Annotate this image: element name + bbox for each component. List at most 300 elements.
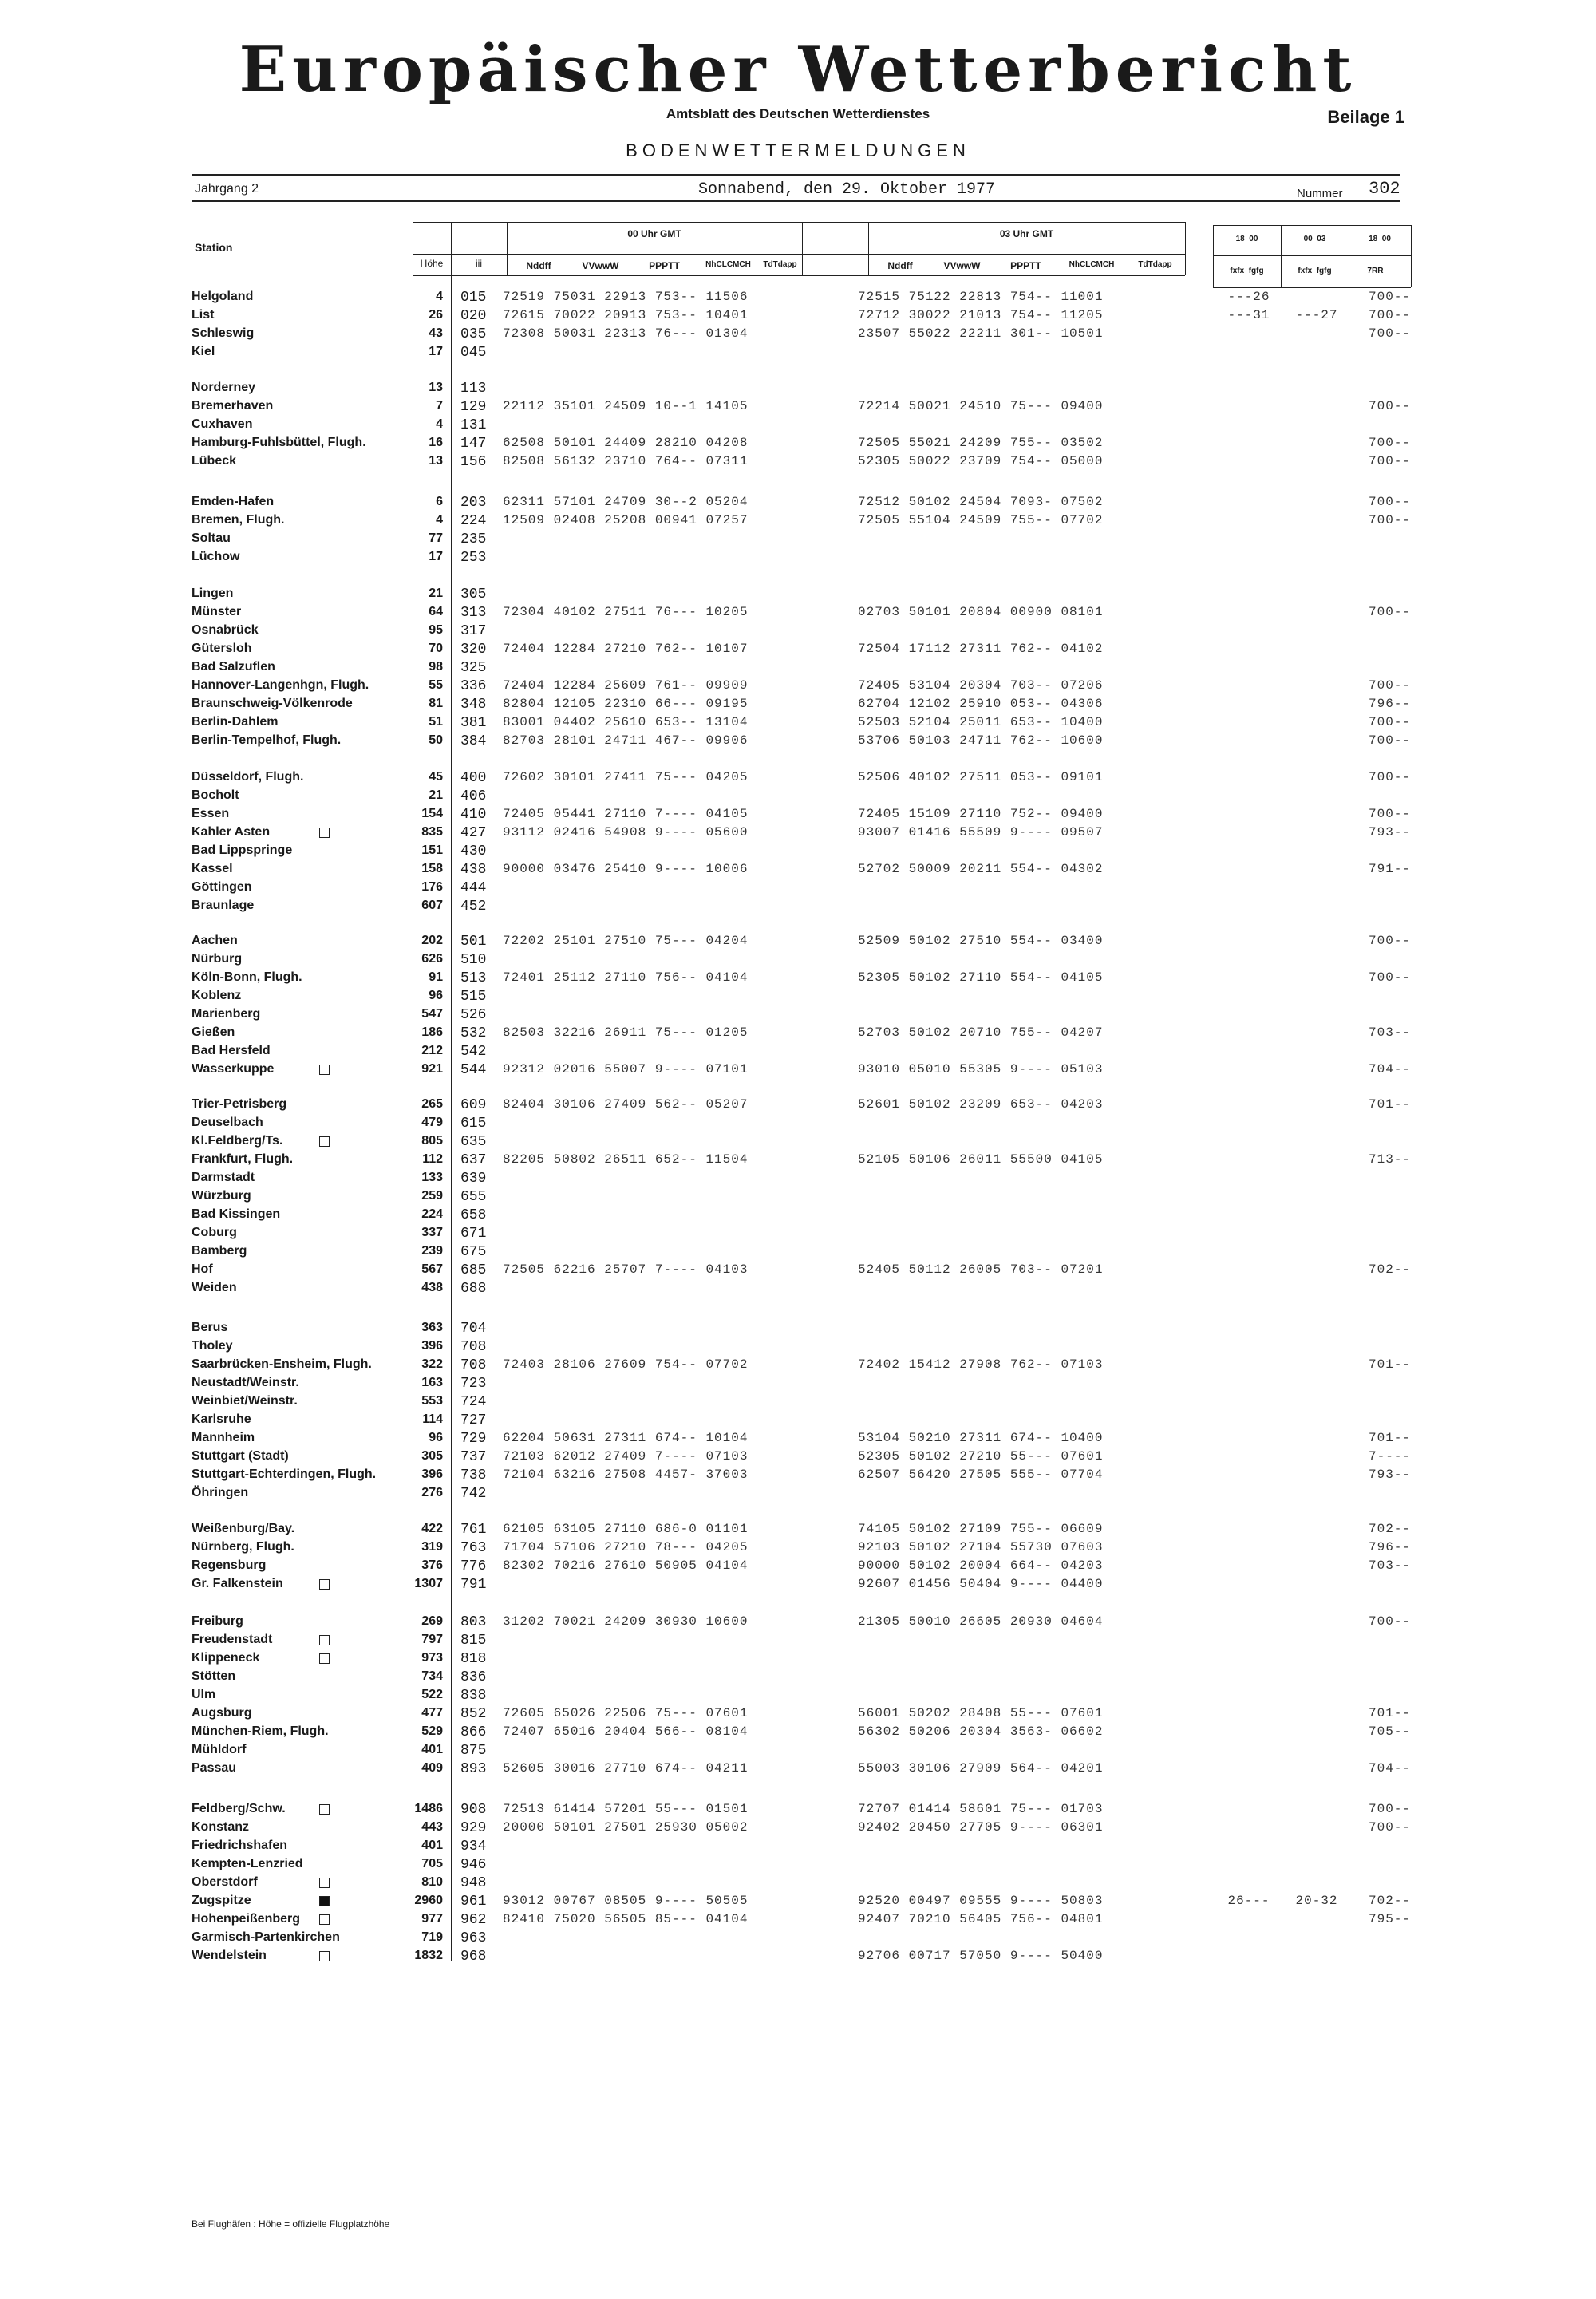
precip-18-00: 703-- — [1368, 1558, 1411, 1573]
obs-03-gmt: 72405 15109 27110 752-- 09400 — [858, 807, 1104, 821]
number-value: 302 — [1369, 179, 1400, 199]
precip-18-00: 700-- — [1368, 308, 1411, 322]
col-03-dewpoint: TdTdapp — [1138, 260, 1172, 269]
station-name: Kiel — [192, 345, 215, 358]
obs-00-gmt: 62311 57101 24709 30--2 05204 — [503, 495, 749, 509]
table-row — [0, 587, 1596, 605]
obs-00-gmt: 72403 28106 27609 754-- 07702 — [503, 1357, 749, 1372]
station-height: 396 — [421, 1467, 443, 1481]
station-index: 738 — [460, 1467, 487, 1483]
mountain-station-marker — [319, 1065, 330, 1075]
station-height: 438 — [421, 1281, 443, 1294]
obs-00-gmt: 83001 04402 25610 653-- 13104 — [503, 715, 749, 729]
station-height: 16 — [429, 436, 443, 449]
table-row — [0, 1688, 1596, 1706]
station-index: 501 — [460, 934, 487, 950]
table-row — [0, 825, 1596, 843]
station-height: 4 — [436, 417, 443, 431]
station-index: 156 — [460, 454, 487, 470]
station-index: 852 — [460, 1706, 487, 1722]
table-row — [0, 623, 1596, 642]
station-name: Oberstdorf — [192, 1875, 258, 1889]
station-index: 948 — [460, 1875, 487, 1891]
station-height: 96 — [429, 989, 443, 1002]
station-name: Aachen — [192, 934, 238, 947]
obs-03-gmt: 55003 30106 27909 564-- 04201 — [858, 1761, 1104, 1776]
obs-03-gmt: 92520 00497 09555 9---- 50803 — [858, 1894, 1104, 1908]
station-height: 212 — [421, 1044, 443, 1057]
station-index: 637 — [460, 1152, 487, 1168]
table-row — [0, 1651, 1596, 1669]
station-height: 422 — [421, 1522, 443, 1535]
station-index: 203 — [460, 495, 487, 511]
station-index: 305 — [460, 587, 487, 602]
obs-00-gmt: 72605 65026 22506 75--- 07601 — [503, 1706, 749, 1720]
mountain-station-marker — [319, 1136, 330, 1147]
table-row — [0, 326, 1596, 345]
obs-00-gmt: 71704 57106 27210 78--- 04205 — [503, 1540, 749, 1554]
station-height: 133 — [421, 1171, 443, 1184]
precip-18-00: 701-- — [1368, 1357, 1411, 1372]
station-name: Feldberg/Schw. — [192, 1802, 286, 1815]
station-index: 113 — [460, 381, 487, 397]
obs-00-gmt: 82404 30106 27409 562-- 05207 — [503, 1097, 749, 1112]
table-row — [0, 495, 1596, 513]
obs-00-gmt: 62105 63105 27110 686-0 01101 — [503, 1522, 749, 1536]
station-height: 626 — [421, 952, 443, 966]
station-index: 427 — [460, 825, 487, 841]
obs-03-gmt: 52703 50102 20710 755-- 04207 — [858, 1025, 1104, 1040]
station-height: 55 — [429, 678, 443, 692]
station-name: Karlsruhe — [192, 1412, 251, 1426]
station-height: 6 — [436, 495, 443, 508]
station-name: Augsburg — [192, 1706, 252, 1720]
table-row — [0, 1724, 1596, 1743]
station-height: 337 — [421, 1226, 443, 1239]
precip-18-00: 701-- — [1368, 1097, 1411, 1112]
col-precip-18-00: 18–00 — [1369, 235, 1391, 243]
station-height: 522 — [421, 1688, 443, 1701]
station-height: 553 — [421, 1394, 443, 1408]
station-index: 929 — [460, 1820, 487, 1836]
station-name: Bamberg — [192, 1244, 247, 1258]
station-name: Würzburg — [192, 1189, 251, 1203]
obs-03-gmt: 23507 55022 22211 301-- 10501 — [858, 326, 1104, 341]
station-height: 91 — [429, 970, 443, 984]
station-height: 21 — [429, 587, 443, 600]
station-index: 348 — [460, 697, 487, 713]
table-row — [0, 1431, 1596, 1449]
precip-18-00: 704-- — [1368, 1761, 1411, 1776]
obs-00-gmt: 93012 00767 08505 9---- 50505 — [503, 1894, 749, 1908]
station-height: 4 — [436, 513, 443, 527]
station-name: Köln-Bonn, Flugh. — [192, 970, 302, 984]
station-index: 513 — [460, 970, 487, 986]
station-index: 253 — [460, 550, 487, 566]
obs-03-gmt: 72712 30022 21013 754-- 11205 — [858, 308, 1104, 322]
station-name: Deuselbach — [192, 1116, 263, 1129]
station-height: 835 — [421, 825, 443, 839]
table-row — [0, 550, 1596, 568]
precip-18-00: 702-- — [1368, 1522, 1411, 1536]
table-row — [0, 1394, 1596, 1412]
station-height: 529 — [421, 1724, 443, 1738]
precip-18-00: 700-- — [1368, 715, 1411, 729]
station-height: 51 — [429, 715, 443, 729]
station-name: Göttingen — [192, 880, 252, 894]
station-index: 963 — [460, 1930, 487, 1946]
col-03-ppptt: PPPTT — [1010, 260, 1041, 271]
obs-00-gmt: 72505 62216 25707 7---- 04103 — [503, 1262, 749, 1277]
table-row — [0, 1857, 1596, 1875]
station-name: Trier-Petrisberg — [192, 1097, 287, 1111]
station-height: 259 — [421, 1189, 443, 1203]
station-height: 1307 — [414, 1577, 443, 1590]
station-index: 934 — [460, 1839, 487, 1855]
station-name: Bremen, Flugh. — [192, 513, 285, 527]
station-index: 430 — [460, 843, 487, 859]
mountain-station-marker — [319, 1653, 330, 1664]
station-height: 95 — [429, 623, 443, 637]
obs-03-gmt: 53706 50103 24711 762-- 10600 — [858, 733, 1104, 748]
station-index: 838 — [460, 1688, 487, 1704]
table-row — [0, 1152, 1596, 1171]
obs-03-gmt: 52601 50102 23209 653-- 04203 — [858, 1097, 1104, 1112]
table-row — [0, 1412, 1596, 1431]
table-row — [0, 1743, 1596, 1761]
gust-18-00: ---26 — [1227, 290, 1270, 304]
station-height: 547 — [421, 1007, 443, 1021]
table-row — [0, 880, 1596, 899]
station-name: Bad Kissingen — [192, 1207, 281, 1221]
station-height: 269 — [421, 1614, 443, 1628]
station-height: 567 — [421, 1262, 443, 1276]
table-row — [0, 436, 1596, 454]
station-name: Wasserkuppe — [192, 1062, 275, 1076]
station-index: 336 — [460, 678, 487, 694]
station-height: 50 — [429, 733, 443, 747]
precip-18-00: 700-- — [1368, 678, 1411, 693]
table-row — [0, 1262, 1596, 1281]
station-name: Lüchow — [192, 550, 240, 563]
station-index: 704 — [460, 1321, 487, 1337]
station-name: Nürburg — [192, 952, 243, 966]
station-name: Cuxhaven — [192, 417, 253, 431]
station-index: 737 — [460, 1449, 487, 1465]
station-height: 921 — [421, 1062, 443, 1076]
station-name: Lingen — [192, 587, 234, 600]
mountain-station-filled-marker — [319, 1896, 330, 1906]
precip-18-00: 705-- — [1368, 1724, 1411, 1739]
obs-00-gmt: 72404 12284 27210 762-- 10107 — [503, 642, 749, 656]
obs-00-gmt: 82302 70216 27610 50905 04104 — [503, 1558, 749, 1573]
station-height: 363 — [421, 1321, 443, 1334]
station-index: 542 — [460, 1044, 487, 1060]
table-row — [0, 1875, 1596, 1894]
station-height: 202 — [421, 934, 443, 947]
station-name: Öhringen — [192, 1486, 249, 1499]
obs-00-gmt: 72519 75031 22913 753-- 11506 — [503, 290, 749, 304]
table-row — [0, 454, 1596, 472]
station-height: 607 — [421, 899, 443, 912]
obs-03-gmt: 92407 70210 56405 756-- 04801 — [858, 1912, 1104, 1926]
table-row — [0, 1577, 1596, 1595]
station-name: Kahler Asten — [192, 825, 271, 839]
group-03-gmt: 03 Uhr GMT — [999, 228, 1054, 239]
station-height: 13 — [429, 454, 443, 468]
obs-00-gmt: 72304 40102 27511 76--- 10205 — [503, 605, 749, 619]
station-index: 384 — [460, 733, 487, 749]
station-name: Nürnberg, Flugh. — [192, 1540, 294, 1554]
precip-18-00: 795-- — [1368, 1912, 1411, 1926]
obs-03-gmt: 62704 12102 25910 053-- 04306 — [858, 697, 1104, 711]
station-name: Friedrichshafen — [192, 1839, 288, 1852]
station-index: 655 — [460, 1189, 487, 1205]
station-height: 151 — [421, 843, 443, 857]
obs-00-gmt: 72407 65016 20404 566-- 08104 — [503, 1724, 749, 1739]
station-index: 609 — [460, 1097, 487, 1113]
table-row — [0, 1930, 1596, 1949]
station-name: Freiburg — [192, 1614, 243, 1628]
table-row — [0, 605, 1596, 623]
table-row — [0, 1025, 1596, 1044]
precip-18-00: 700-- — [1368, 495, 1411, 509]
station-index: 510 — [460, 952, 487, 968]
station-height: 45 — [429, 770, 443, 784]
obs-03-gmt: 92103 50102 27104 55730 07603 — [858, 1540, 1104, 1554]
precip-18-00: 700-- — [1368, 770, 1411, 784]
table-row — [0, 1007, 1596, 1025]
precip-18-00: 704-- — [1368, 1062, 1411, 1076]
station-height: 396 — [421, 1339, 443, 1353]
obs-03-gmt: 72504 17112 27311 762-- 04102 — [858, 642, 1104, 656]
obs-03-gmt: 52105 50106 26011 55500 04105 — [858, 1152, 1104, 1167]
table-row — [0, 642, 1596, 660]
station-name: Bocholt — [192, 788, 239, 802]
station-index: 658 — [460, 1207, 487, 1223]
table-row — [0, 1171, 1596, 1189]
col-gust-18-00-sub: fxfx–fgfg — [1230, 267, 1264, 275]
station-index: 866 — [460, 1724, 487, 1740]
station-index: 946 — [460, 1857, 487, 1873]
obs-03-gmt: 72505 55021 24209 755-- 03502 — [858, 436, 1104, 450]
group-00-gmt: 00 Uhr GMT — [627, 228, 681, 239]
station-name: Bad Lippspringe — [192, 843, 293, 857]
section-title: BODENWETTERMELDUNGEN — [626, 140, 970, 160]
obs-00-gmt: 93112 02416 54908 9---- 05600 — [503, 825, 749, 839]
table-row — [0, 660, 1596, 678]
obs-00-gmt: 12509 02408 25208 00941 07257 — [503, 513, 749, 527]
station-name: Weiden — [192, 1281, 237, 1294]
obs-03-gmt: 52506 40102 27511 053-- 09101 — [858, 770, 1104, 784]
station-index: 763 — [460, 1540, 487, 1556]
station-index: 875 — [460, 1743, 487, 1759]
gust-18-00: 26--- — [1227, 1894, 1270, 1908]
station-index: 515 — [460, 989, 487, 1005]
table-row — [0, 1706, 1596, 1724]
precip-18-00: 713-- — [1368, 1152, 1411, 1167]
obs-03-gmt: 62507 56420 27505 555-- 07704 — [858, 1467, 1104, 1482]
table-row — [0, 1376, 1596, 1394]
precip-18-00: 796-- — [1368, 1540, 1411, 1554]
col-00-ppptt: PPPTT — [649, 260, 680, 271]
station-name: Gießen — [192, 1025, 235, 1039]
table-row — [0, 1540, 1596, 1558]
obs-00-gmt: 20000 50101 27501 25930 05002 — [503, 1820, 749, 1835]
station-height: 977 — [421, 1912, 443, 1926]
table-row — [0, 733, 1596, 752]
station-index: 410 — [460, 807, 487, 823]
obs-03-gmt: 52405 50112 26005 703-- 07201 — [858, 1262, 1104, 1277]
station-index: 818 — [460, 1651, 487, 1667]
obs-00-gmt: 92312 02016 55007 9---- 07101 — [503, 1062, 749, 1076]
obs-03-gmt: 02703 50101 20804 00900 08101 — [858, 605, 1104, 619]
station-name: Passau — [192, 1761, 237, 1775]
station-height: 176 — [421, 880, 443, 894]
station-index: 761 — [460, 1522, 487, 1538]
station-index: 961 — [460, 1894, 487, 1910]
precip-18-00: 700-- — [1368, 934, 1411, 948]
station-name: Kempten-Lenzried — [192, 1857, 303, 1870]
obs-03-gmt: 56302 50206 20304 3563- 06602 — [858, 1724, 1104, 1739]
station-name: Gr. Falkenstein — [192, 1577, 283, 1590]
obs-03-gmt: 93007 01416 55509 9---- 09507 — [858, 825, 1104, 839]
station-index: 235 — [460, 531, 487, 547]
station-name: Stuttgart-Echterdingen, Flugh. — [192, 1467, 377, 1481]
station-name: Soltau — [192, 531, 231, 545]
table-row — [0, 1321, 1596, 1339]
table-row — [0, 899, 1596, 917]
station-index: 400 — [460, 770, 487, 786]
station-index: 685 — [460, 1262, 487, 1278]
table-row — [0, 290, 1596, 308]
station-name: Frankfurt, Flugh. — [192, 1152, 294, 1166]
station-height: 805 — [421, 1134, 443, 1148]
table-row — [0, 1486, 1596, 1504]
station-height: 973 — [421, 1651, 443, 1665]
obs-03-gmt: 52305 50102 27110 554-- 04105 — [858, 970, 1104, 985]
precip-18-00: 700-- — [1368, 605, 1411, 619]
station-height: 7 — [436, 399, 443, 413]
mountain-station-marker — [319, 1804, 330, 1815]
table-row — [0, 770, 1596, 788]
station-height: 401 — [421, 1743, 443, 1756]
col-03-nddff: Nddff — [887, 260, 913, 271]
table-row — [0, 345, 1596, 363]
table-row — [0, 952, 1596, 970]
station-name: Lübeck — [192, 454, 237, 468]
station-index: 729 — [460, 1431, 487, 1447]
station-name: Marienberg — [192, 1007, 261, 1021]
gust-18-00: ---31 — [1227, 308, 1270, 322]
table-row — [0, 1467, 1596, 1486]
station-index: 776 — [460, 1558, 487, 1574]
station-height: 443 — [421, 1820, 443, 1834]
supplement-label: Beilage 1 — [1327, 107, 1404, 127]
table-row — [0, 1062, 1596, 1080]
table-row — [0, 1802, 1596, 1820]
table-row — [0, 1761, 1596, 1780]
station-name: Freudenstadt — [192, 1633, 273, 1646]
table-row — [0, 970, 1596, 989]
precip-18-00: 700-- — [1368, 436, 1411, 450]
station-name: Schleswig — [192, 326, 255, 340]
precip-18-00: 700-- — [1368, 1614, 1411, 1629]
station-name: Kl.Feldberg/Ts. — [192, 1134, 283, 1148]
station-height: 70 — [429, 642, 443, 655]
mountain-station-marker — [319, 1951, 330, 1961]
station-height: 322 — [421, 1357, 443, 1371]
station-index: 688 — [460, 1281, 487, 1297]
gust-00-03: ---27 — [1295, 308, 1338, 322]
station-index: 147 — [460, 436, 487, 452]
station-name: Bad Salzuflen — [192, 660, 275, 674]
table-row — [0, 1558, 1596, 1577]
obs-03-gmt: 72515 75122 22813 754-- 11001 — [858, 290, 1104, 304]
precip-18-00: 7---- — [1368, 1449, 1411, 1464]
station-height: 376 — [421, 1558, 443, 1572]
station-index: 723 — [460, 1376, 487, 1392]
station-index: 325 — [460, 660, 487, 676]
obs-00-gmt: 82205 50802 26511 652-- 11504 — [503, 1152, 749, 1167]
station-name: Regensburg — [192, 1558, 267, 1572]
precip-18-00: 791-- — [1368, 862, 1411, 876]
obs-00-gmt: 62508 50101 24409 28210 04208 — [503, 436, 749, 450]
precip-18-00: 703-- — [1368, 1025, 1411, 1040]
station-index: 381 — [460, 715, 487, 731]
station-name: Bremerhaven — [192, 399, 274, 413]
station-height: 276 — [421, 1486, 443, 1499]
precip-18-00: 700-- — [1368, 1802, 1411, 1816]
table-row — [0, 807, 1596, 825]
station-index: 444 — [460, 880, 487, 896]
col-precip-18-00-sub: 7RR–– — [1367, 267, 1393, 275]
obs-03-gmt: 72214 50021 24510 75--- 09400 — [858, 399, 1104, 413]
col-hoehe: Höhe — [420, 258, 444, 269]
precip-18-00: 700-- — [1368, 454, 1411, 468]
obs-00-gmt: 82703 28101 24711 467-- 09906 — [503, 733, 749, 748]
obs-03-gmt: 21305 50010 26605 20930 04604 — [858, 1614, 1104, 1629]
table-row — [0, 1134, 1596, 1152]
table-row — [0, 989, 1596, 1007]
station-index: 035 — [460, 326, 487, 342]
station-name: Saarbrücken-Ensheim, Flugh. — [192, 1357, 372, 1371]
precip-18-00: 702-- — [1368, 1894, 1411, 1908]
table-row — [0, 513, 1596, 531]
station-index: 015 — [460, 290, 487, 306]
station-index: 635 — [460, 1134, 487, 1150]
station-index: 313 — [460, 605, 487, 621]
station-height: 224 — [421, 1207, 443, 1221]
obs-03-gmt: 72405 53104 20304 703-- 07206 — [858, 678, 1104, 693]
station-name: Ulm — [192, 1688, 216, 1701]
obs-03-gmt: 53104 50210 27311 674-- 10400 — [858, 1431, 1104, 1445]
table-row — [0, 1522, 1596, 1540]
table-row — [0, 1044, 1596, 1062]
station-height: 1832 — [414, 1949, 443, 1962]
precip-18-00: 702-- — [1368, 1262, 1411, 1277]
table-row — [0, 1339, 1596, 1357]
table-row — [0, 1226, 1596, 1244]
station-name: Darmstadt — [192, 1171, 255, 1184]
col-03-vvwww: VVwwW — [943, 260, 981, 271]
obs-03-gmt: 92607 01456 50404 9---- 04400 — [858, 1577, 1104, 1591]
col-00-dewpoint: TdTdapp — [763, 260, 797, 269]
station-name: München-Riem, Flugh. — [192, 1724, 329, 1738]
station-name: Weißenburg/Bay. — [192, 1522, 295, 1535]
obs-00-gmt: 72615 70022 20913 753-- 10401 — [503, 308, 749, 322]
station-index: 968 — [460, 1949, 487, 1965]
